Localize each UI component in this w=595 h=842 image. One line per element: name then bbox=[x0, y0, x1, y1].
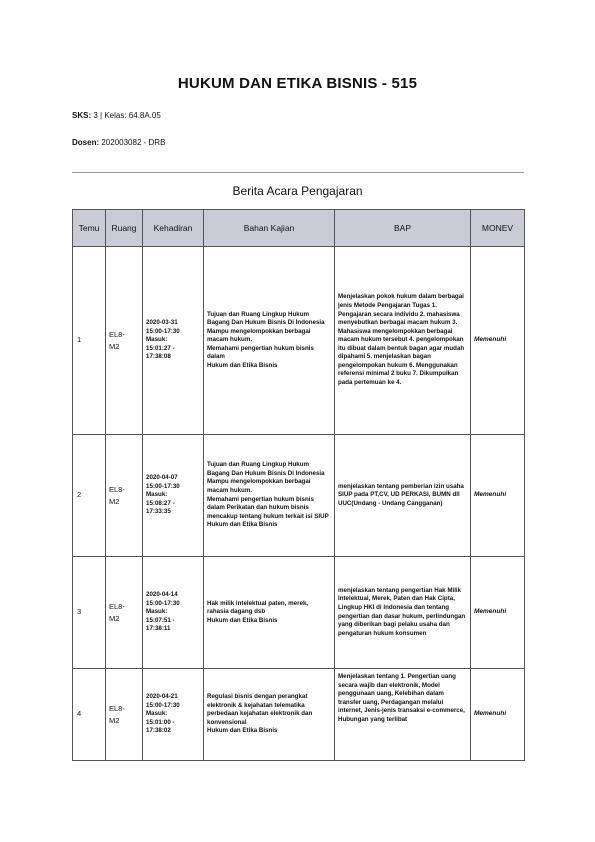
kehadiran-cell: 2020-04-07 15:00-17:30 Masuk: 15:08:27 - 17:33:35 bbox=[143, 435, 204, 557]
monev-cell: Memenuhi bbox=[471, 435, 525, 557]
bahan-kajian-cell: Hak milik intelektual paten, merek, rahasia dagang dsb Hukum dan Etika Bisnis bbox=[204, 557, 335, 669]
col-header-bahan-kajian: Bahan Kajian bbox=[204, 210, 335, 247]
section-title: Berita Acara Pengajaran bbox=[232, 184, 363, 198]
ruang-cell: EL8- M2 bbox=[106, 435, 143, 557]
col-header-temu: Temu bbox=[73, 210, 106, 247]
col-header-monev: MONEV bbox=[471, 210, 525, 247]
monev-cell: Memenuhi bbox=[471, 557, 525, 669]
kehadiran-cell: 2020-03-31 15:00-17:30 Masuk: 15:01:27 - 17:38:08 bbox=[143, 247, 204, 435]
table-row bbox=[73, 435, 525, 557]
bahan-kajian-cell: Regulasi bisnis dengan perangkat elektronik & kejahatan telematika perbedaan kejahatan elektronik dan konvensional Hukum dan Etika Bisnis bbox=[204, 669, 335, 761]
bap-table bbox=[72, 209, 525, 761]
monev-cell: Memenuhi bbox=[471, 669, 525, 761]
bap-cell: menjelaskan tentang pengertian Hak Milik Intelektual, Merek, Paten dan Hak Cipta, Lingkup HKI di Indonesia dan tentang pengertian dan dasar hukum, perlindungan yang diberikan bagi pelaku usaha dan pengaturan hukum konsumen bbox=[335, 557, 471, 669]
temu-cell: 1 bbox=[73, 247, 106, 435]
ruang-cell: EL8- M2 bbox=[106, 247, 143, 435]
kehadiran-cell: 2020-04-21 15:00-17:30 Masuk: 15:01:00 - 17:38:02 bbox=[143, 669, 204, 761]
temu-cell: 2 bbox=[73, 435, 106, 557]
header-divider bbox=[72, 172, 524, 173]
table-row bbox=[73, 247, 525, 435]
monev-cell: Memenuhi bbox=[471, 247, 525, 435]
bap-cell: Menjelaskan pokok hukum dalam berbagai jenis Metode Pengajaran Tugas 1. Pengajaran secara individu 2. mahasiswa menyebutkan berbagai macam hukum 3. Mahasiswa mengelompokkan berbagai macam hukum tersebut 4. pengelompokan itu dibuat dalam bentuk bagan agar mudah dipahami 5. menjelaskan bagan pengelompokan hukum 6. Menggunakan referensi minimal 2 buku 7. Dikumpulkan pada pertemuan ke 4. bbox=[335, 247, 471, 435]
dosen-value: 202003082 - DRB bbox=[101, 138, 166, 147]
sks-kelas-value: 3 | Kelas: 64.8A.05 bbox=[93, 111, 161, 120]
col-header-bap: BAP bbox=[335, 210, 471, 247]
col-header-ruang: Ruang bbox=[106, 210, 143, 247]
temu-cell: 3 bbox=[73, 557, 106, 669]
bahan-kajian-cell: Tujuan dan Ruang Lingkup Hukum Bagang Dan Hukum Bisnis Di Indonesia Mampu mengelompokkan berbagai macam hukum. Memahami pengertian hukum bisnis dalam Perikatan dan hukum bisnis mencakup tentang hukum terkait isi SIUP Hukum dan Etika Bisnis bbox=[204, 435, 335, 557]
dosen-line bbox=[72, 138, 165, 147]
dosen-label: Dosen: bbox=[72, 138, 100, 147]
col-header-kehadiran: Kehadiran bbox=[143, 210, 204, 247]
bahan-kajian-cell: Tujuan dan Ruang Lingkup Hukum Bagang Dan Hukum Bisnis Di Indonesia Mampu mengelompokkan berbagai macam hukum. Memahami pengertian hukum bisnis dalam Hukum dan Etika Bisnis bbox=[204, 247, 335, 435]
bap-cell: Menjelaskan tentang 1. Pengertian uang secara wajib dan elektronik, Model penggunaan uang, Kelebihan dalam transfer uang, Perdagangan melalui internet, Jenis-jenis transaksi e-commerce, Hubungan yang terlibat bbox=[335, 669, 471, 761]
temu-cell: 4 bbox=[73, 669, 106, 761]
ruang-cell: EL8- M2 bbox=[106, 557, 143, 669]
kehadiran-cell: 2020-04-14 15:00-17:30 Masuk: 15:07:51 - 17:38:11 bbox=[143, 557, 204, 669]
sks-label: SKS: bbox=[72, 111, 92, 120]
document-title: HUKUM DAN ETIKA BISNIS - 515 bbox=[177, 75, 418, 92]
table-header-row bbox=[73, 210, 525, 247]
sks-kelas-line bbox=[72, 111, 161, 120]
ruang-cell: EL8- M2 bbox=[106, 669, 143, 761]
bap-cell: menjelaskan tentang pemberian izin usaha SIUP pada PT,CV, UD PERKASI, BUMN dll UUC(Undang - Undang Cangganan) bbox=[335, 435, 471, 557]
table-row bbox=[73, 557, 525, 669]
table-row bbox=[73, 669, 525, 761]
